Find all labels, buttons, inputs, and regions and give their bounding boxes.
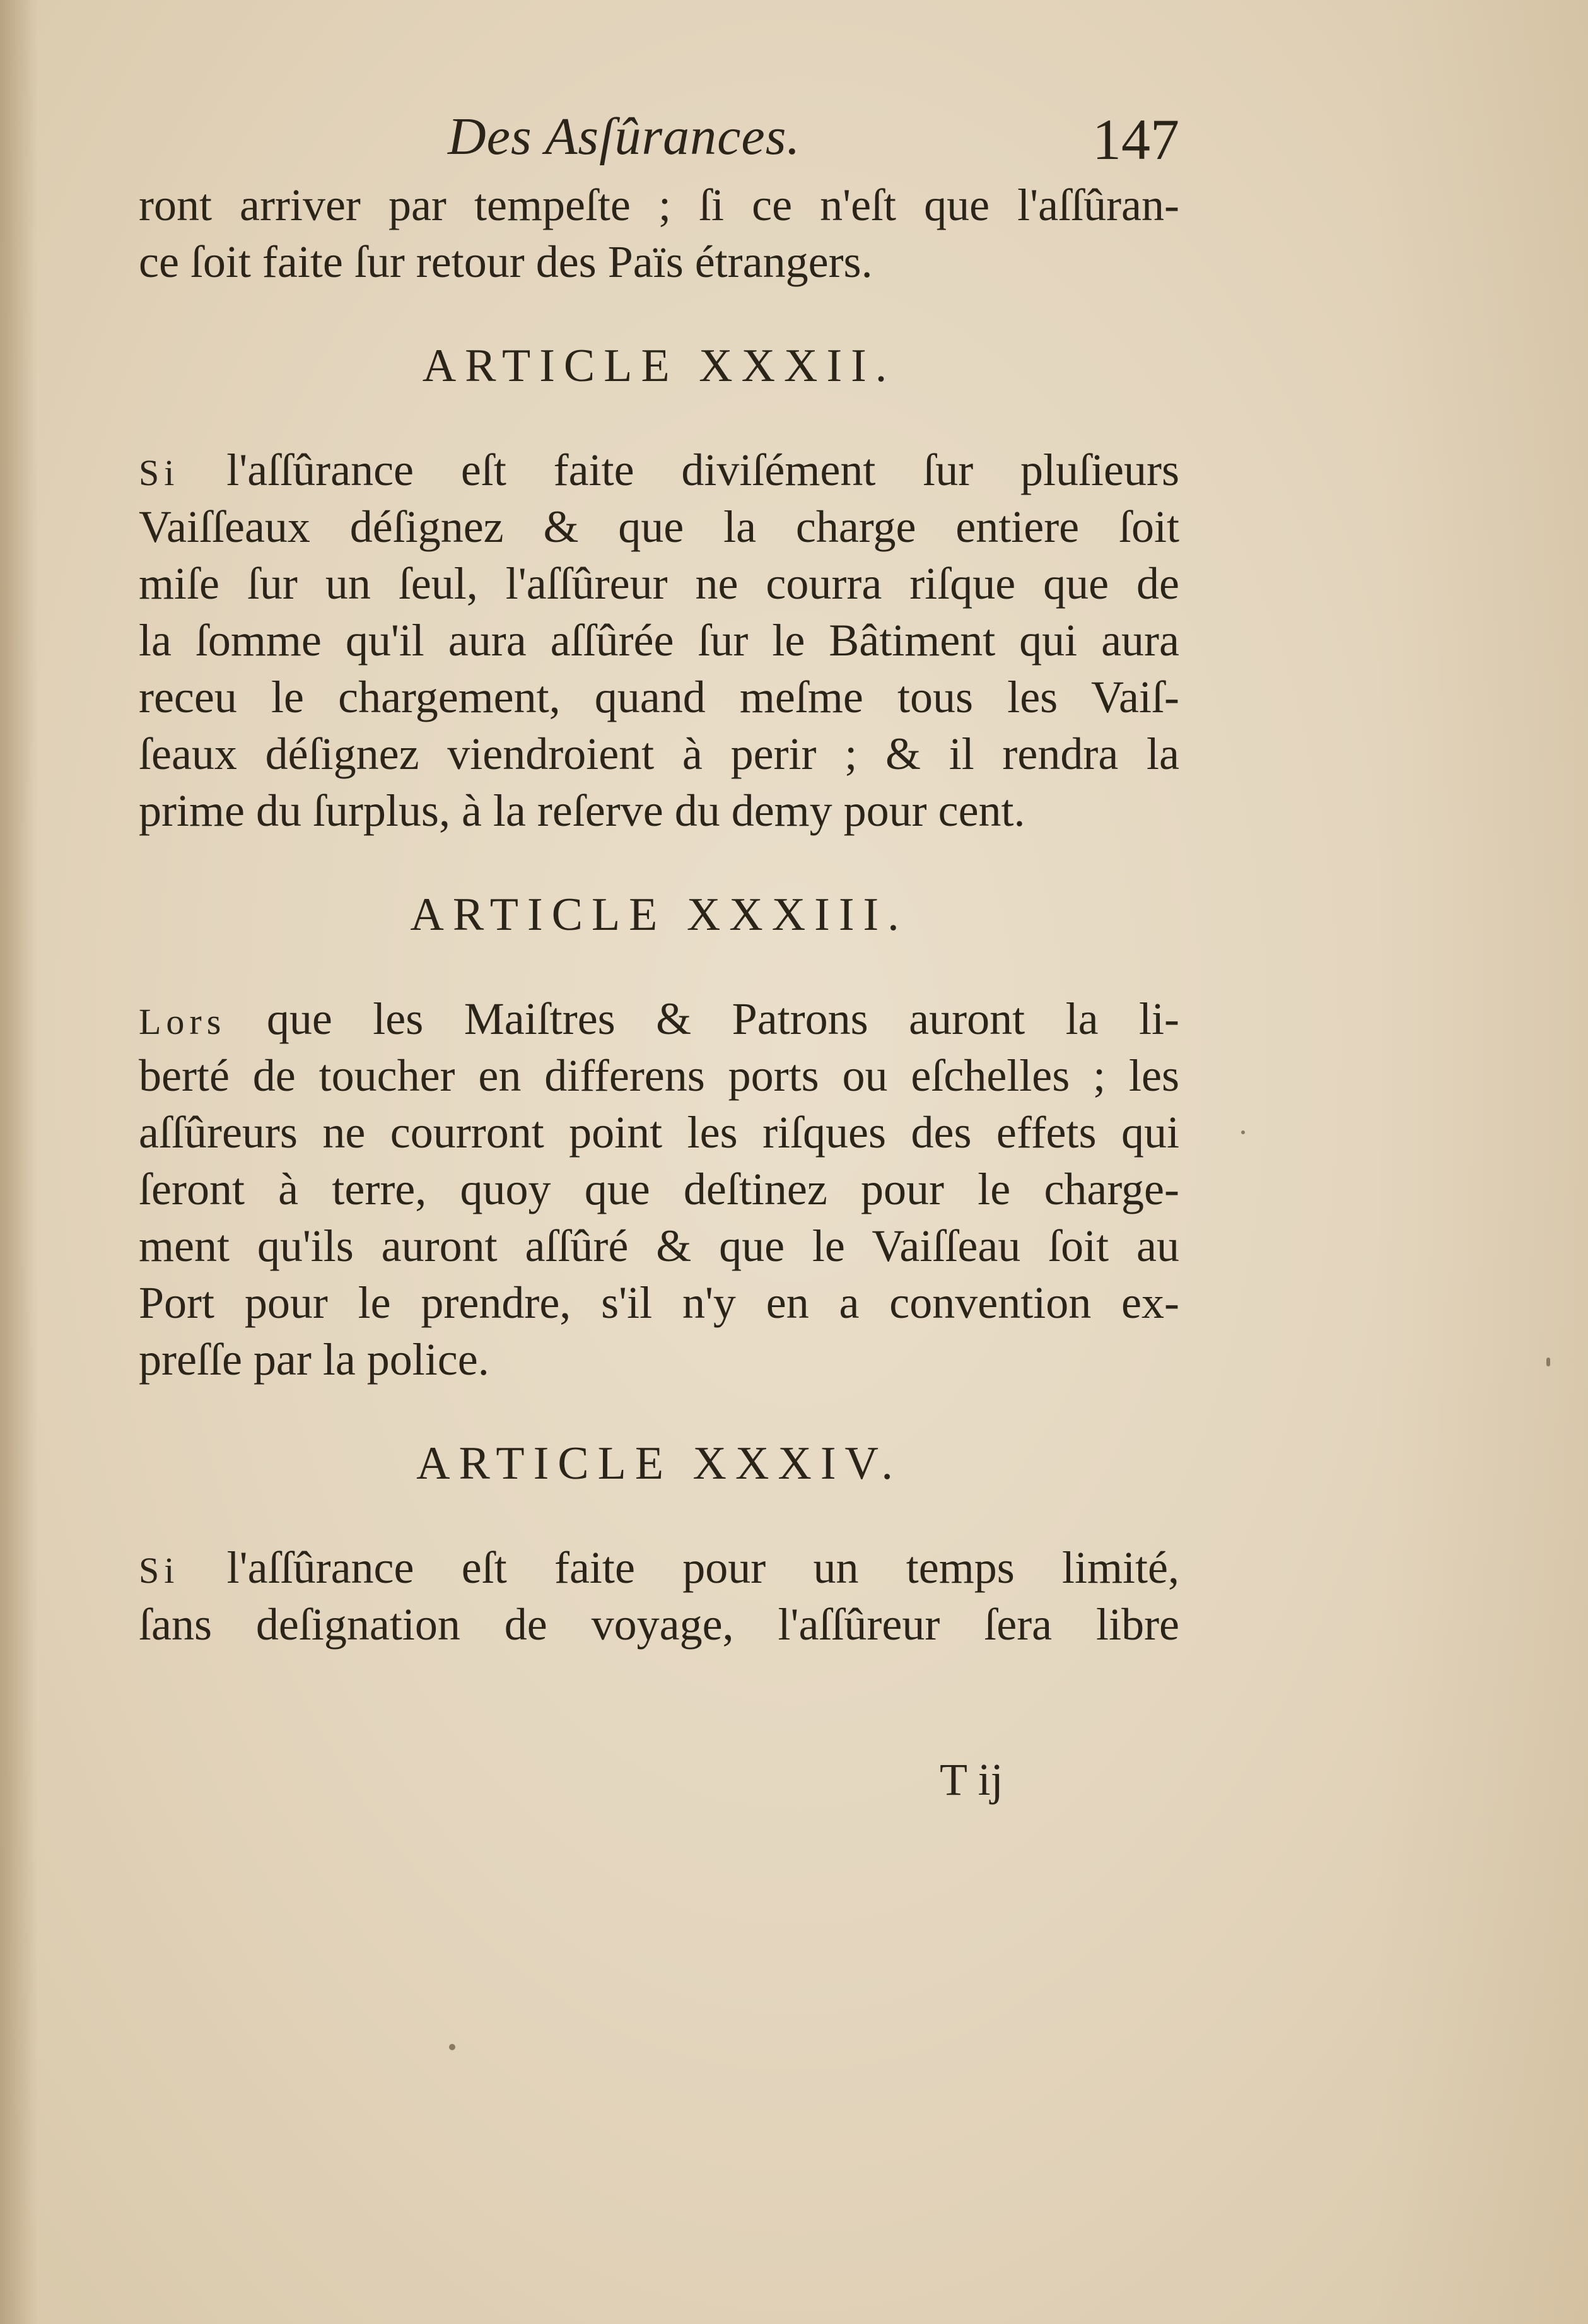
gutter-shadow <box>0 0 38 2324</box>
lead-word: Si <box>139 1550 180 1591</box>
text-line: berté de toucher en differens ports ou eſchelles ; les <box>139 1050 1179 1101</box>
paper-stain <box>1375 0 1588 2324</box>
signature-mark: T ij <box>940 1754 1003 1805</box>
article-heading: ARTICLE XXXIV. <box>416 1438 902 1489</box>
line-rest: l'aſſûrance eſt faite diviſément ſur pluſieurs <box>179 445 1179 495</box>
text-line: Vaiſſeaux déſignez & que la charge entiere ſoit <box>139 502 1179 552</box>
page-number: 147 <box>1092 107 1179 172</box>
text-line: miſe ſur un ſeul, l'aſſûreur ne courra riſque que de <box>139 558 1179 609</box>
lead-word: Si <box>139 452 180 493</box>
text-line: receu le chargement, quand meſme tous les Vaiſ- <box>139 672 1179 722</box>
article-heading: ARTICLE XXXII. <box>422 340 896 392</box>
text-line: ment qu'ils auront aſſûré & que le Vaiſſeau ſoit au <box>139 1221 1179 1271</box>
text-line: ſeaux déſignez viendroient à perir ; & il rendra la <box>139 729 1179 779</box>
line-rest: que les Maiſtres & Patrons auront la li- <box>226 994 1179 1044</box>
paragraph-first-line <box>139 442 1179 498</box>
text-line: preſſe par la police. <box>139 1334 489 1385</box>
running-head <box>139 106 1179 182</box>
text-line: la ſomme qu'il aura aſſûrée ſur le Bâtiment qui aura <box>139 615 1179 666</box>
text-block <box>139 177 1179 1653</box>
ink-speck <box>1546 1358 1550 1366</box>
ink-speck <box>449 2044 455 2050</box>
text-line: Port pour le prendre, s'il n'y en a convention ex- <box>139 1277 1179 1328</box>
text-line: prime du ſurplus, à la reſerve du demy pour cent. <box>139 785 1025 836</box>
paragraph-first-line <box>139 1539 1179 1596</box>
paragraph-first-line <box>139 990 1179 1047</box>
lead-word: Lors <box>139 1001 226 1042</box>
line-rest: l'aſſûrance eſt faite pour un temps limité, <box>179 1542 1179 1593</box>
article-heading: ARTICLE XXXIII. <box>410 889 908 941</box>
text-line: ſeront à terre, quoy que deſtinez pour le charge- <box>139 1164 1179 1214</box>
text-line: ſans deſignation de voyage, l'aſſûreur ſera libre <box>139 1599 1179 1650</box>
text-line: ce ſoit faite ſur retour des Païs étrangers. <box>139 237 873 287</box>
ink-speck <box>1241 1130 1245 1134</box>
running-head-title: Des Asſûrances. <box>448 107 801 166</box>
text-line: ront arriver par tempeſte ; ſi ce n'eſt que l'aſſûran- <box>139 180 1179 230</box>
text-line: aſſûreurs ne courront point les riſques des effets qui <box>139 1107 1179 1158</box>
